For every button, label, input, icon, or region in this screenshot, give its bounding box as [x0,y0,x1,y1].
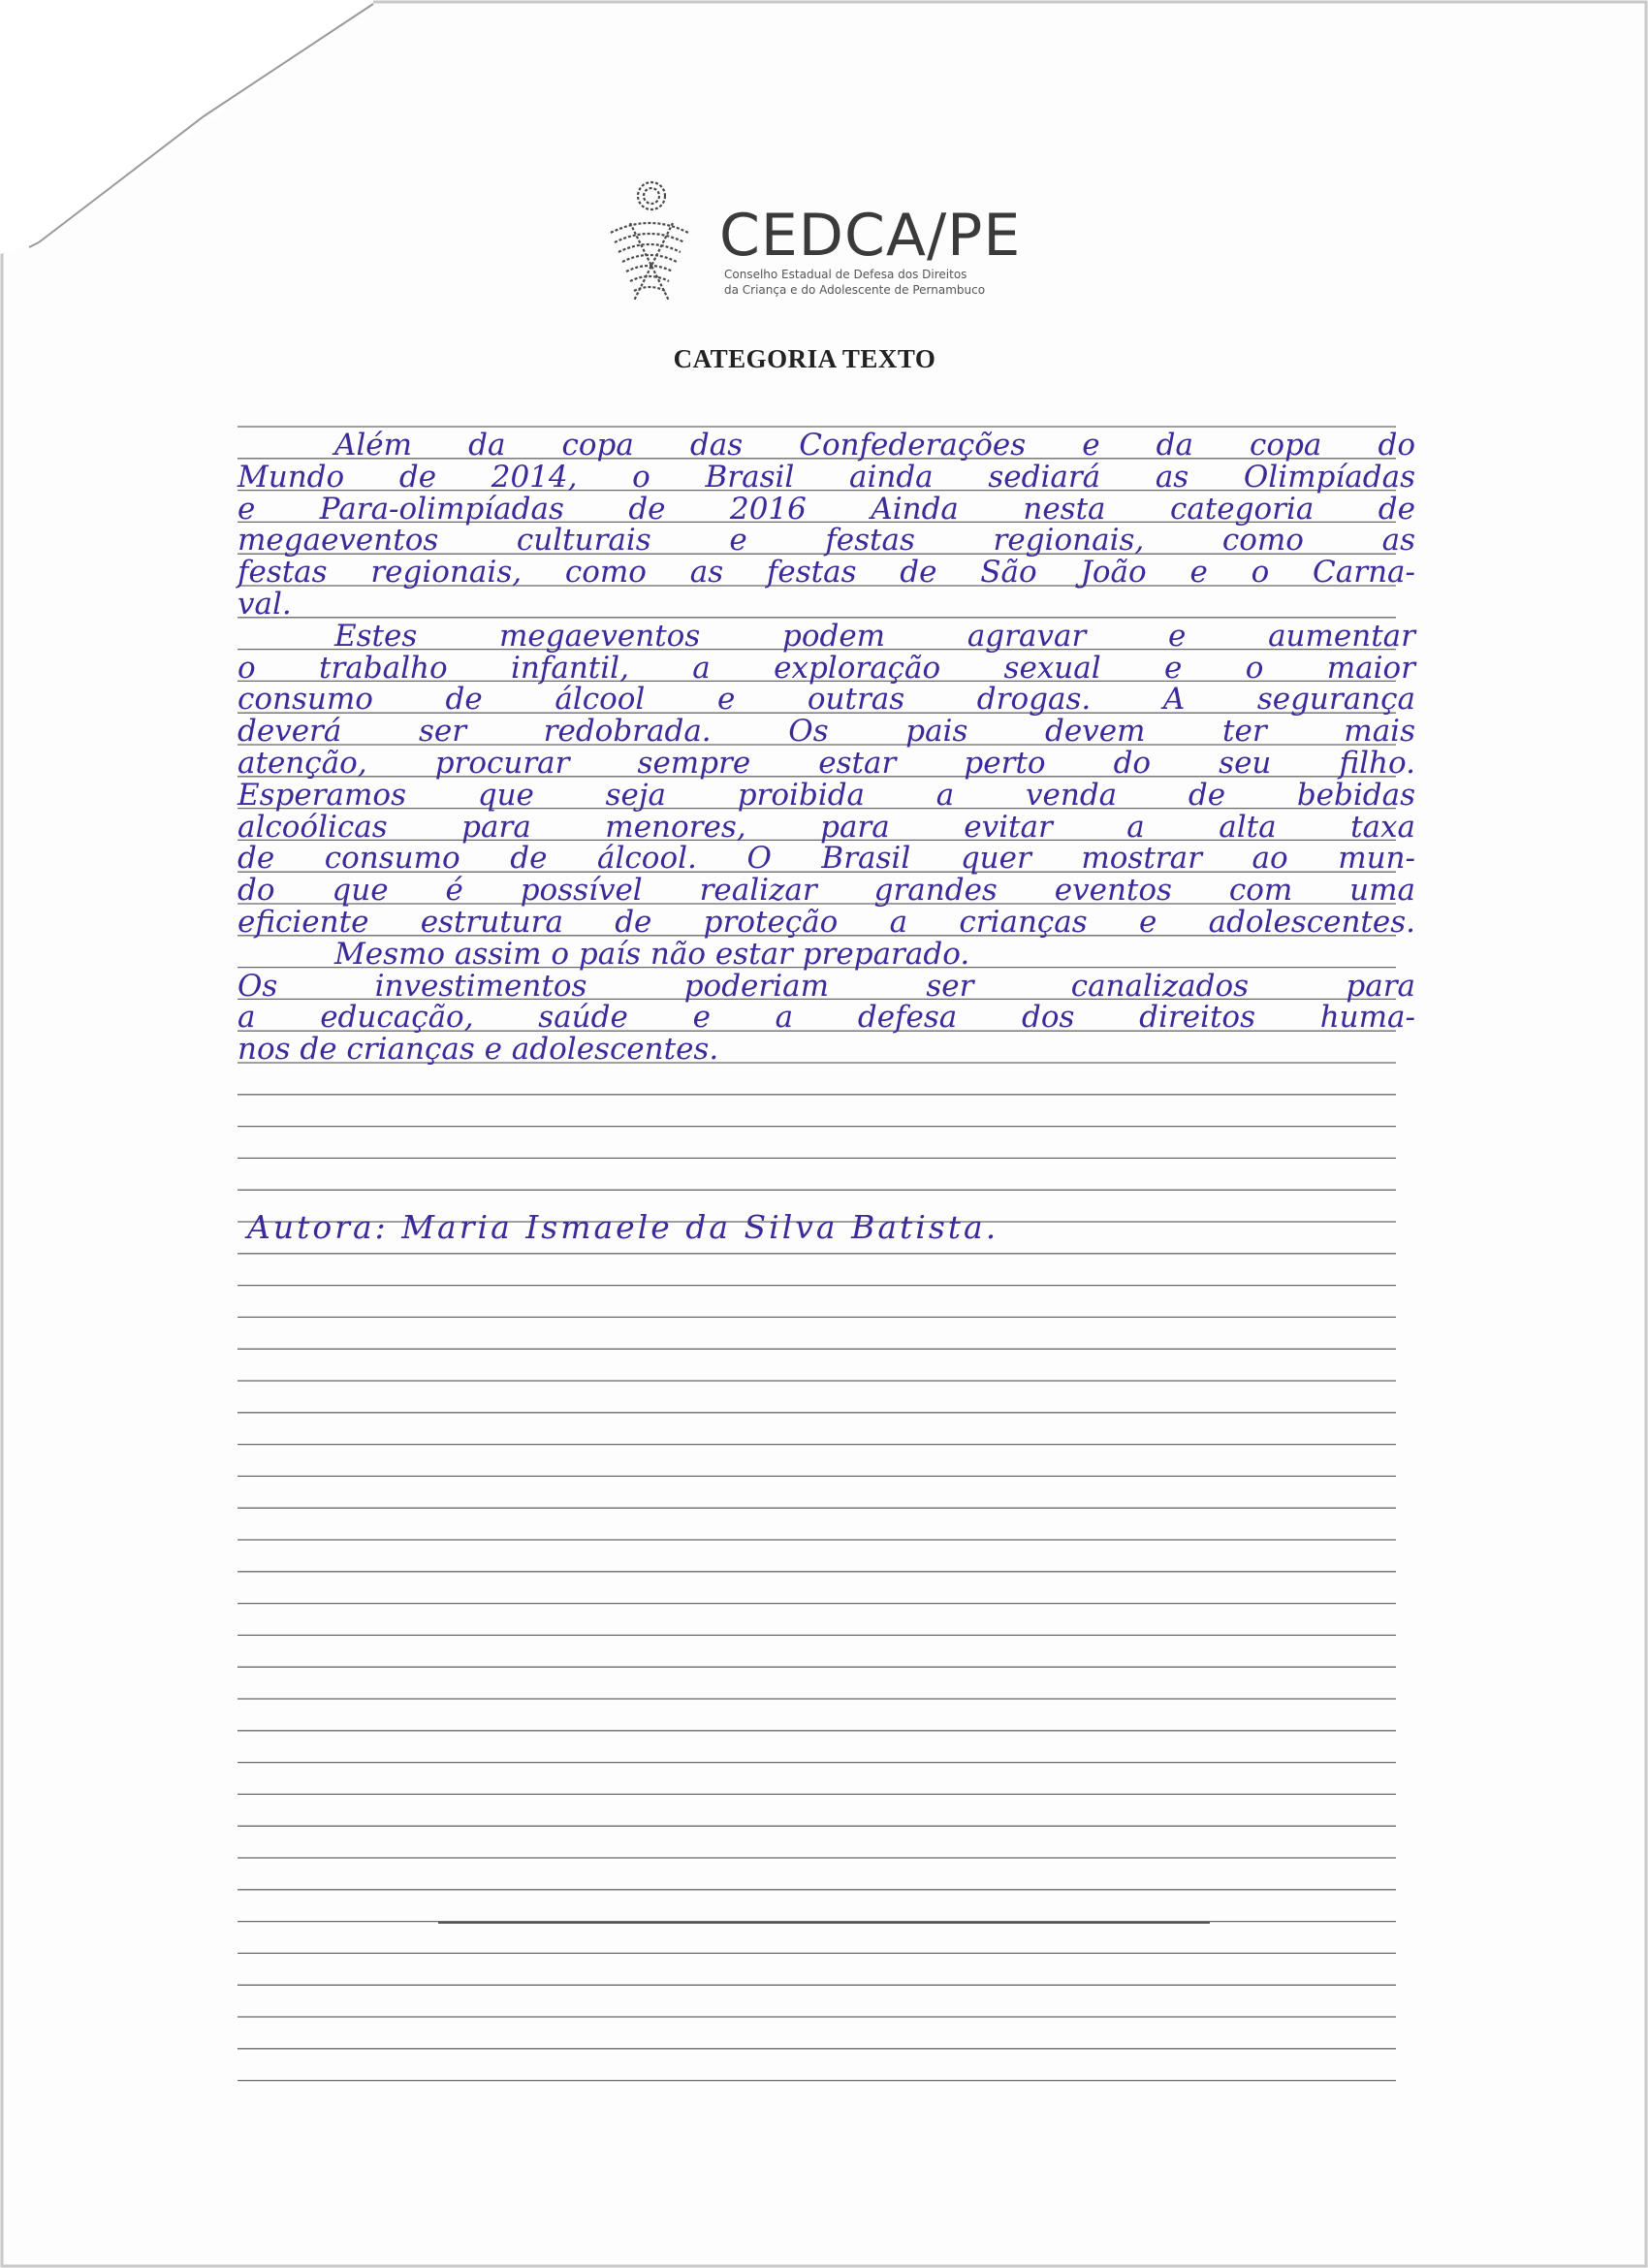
essay-line: de consumo de álcool. O Brasil quer mostrar ao mun- [238,841,1415,877]
essay-line: Estes megaeventos podem agravar e aumentar [334,618,1415,654]
essay-line: e Para-olimpíadas de 2016 Ainda nesta categoria de [238,491,1415,527]
essay-line: val. [238,587,292,622]
essay-line: a educação, saúde e a defesa dos direitos huma- [238,1000,1415,1036]
essay-line: megaeventos culturais e festas regionais, como as [238,523,1415,559]
essay-line: Esperamos que seja proibida a venda de bebidas [238,777,1415,813]
essay-line: Os investimentos poderiam ser canalizados para [238,968,1415,1004]
essay-line: nos de crianças e adolescentes. [238,1032,719,1068]
essay-line: alcoólicas para menores, para evitar a alta taxa [238,809,1415,845]
logo-subtitle-line-2: da Criança e do Adolescente de Pernambuco [724,283,986,297]
essay-line: Mesmo assim o país não estar preparado. [334,936,970,972]
logo-name: CEDCA/PE [719,202,1022,270]
essay-line: eficiente estrutura de proteção a crianças e adolescentes. [238,905,1415,940]
essay-line: Mundo de 2014, o Brasil ainda sediará as Olimpíadas [238,459,1415,495]
essay-line: Além da copa das Confederações e da copa do [334,428,1415,463]
category-heading: CATEGORIA TEXTO [673,344,936,373]
essay-line: consumo de álcool e outras drogas. A segurança [238,682,1415,718]
author-signature: Autora: Maria Ismaele da Silva Batista. [247,1208,999,1246]
essay-line: o trabalho infantil, a exploração sexual e o maior [238,650,1415,686]
essay-line: festas regionais, como as festas de São João e o Carna- [238,555,1415,591]
logo-subtitle-line-1: Conselho Estadual de Defesa dos Direitos [724,268,967,281]
essay-line: atenção, procurar sempre estar perto do seu filho. [238,746,1415,781]
essay-line: deverá ser redobrada. Os pais devem ter mais [238,714,1415,750]
essay-line: do que é possível realizar grandes eventos com uma [238,873,1415,909]
